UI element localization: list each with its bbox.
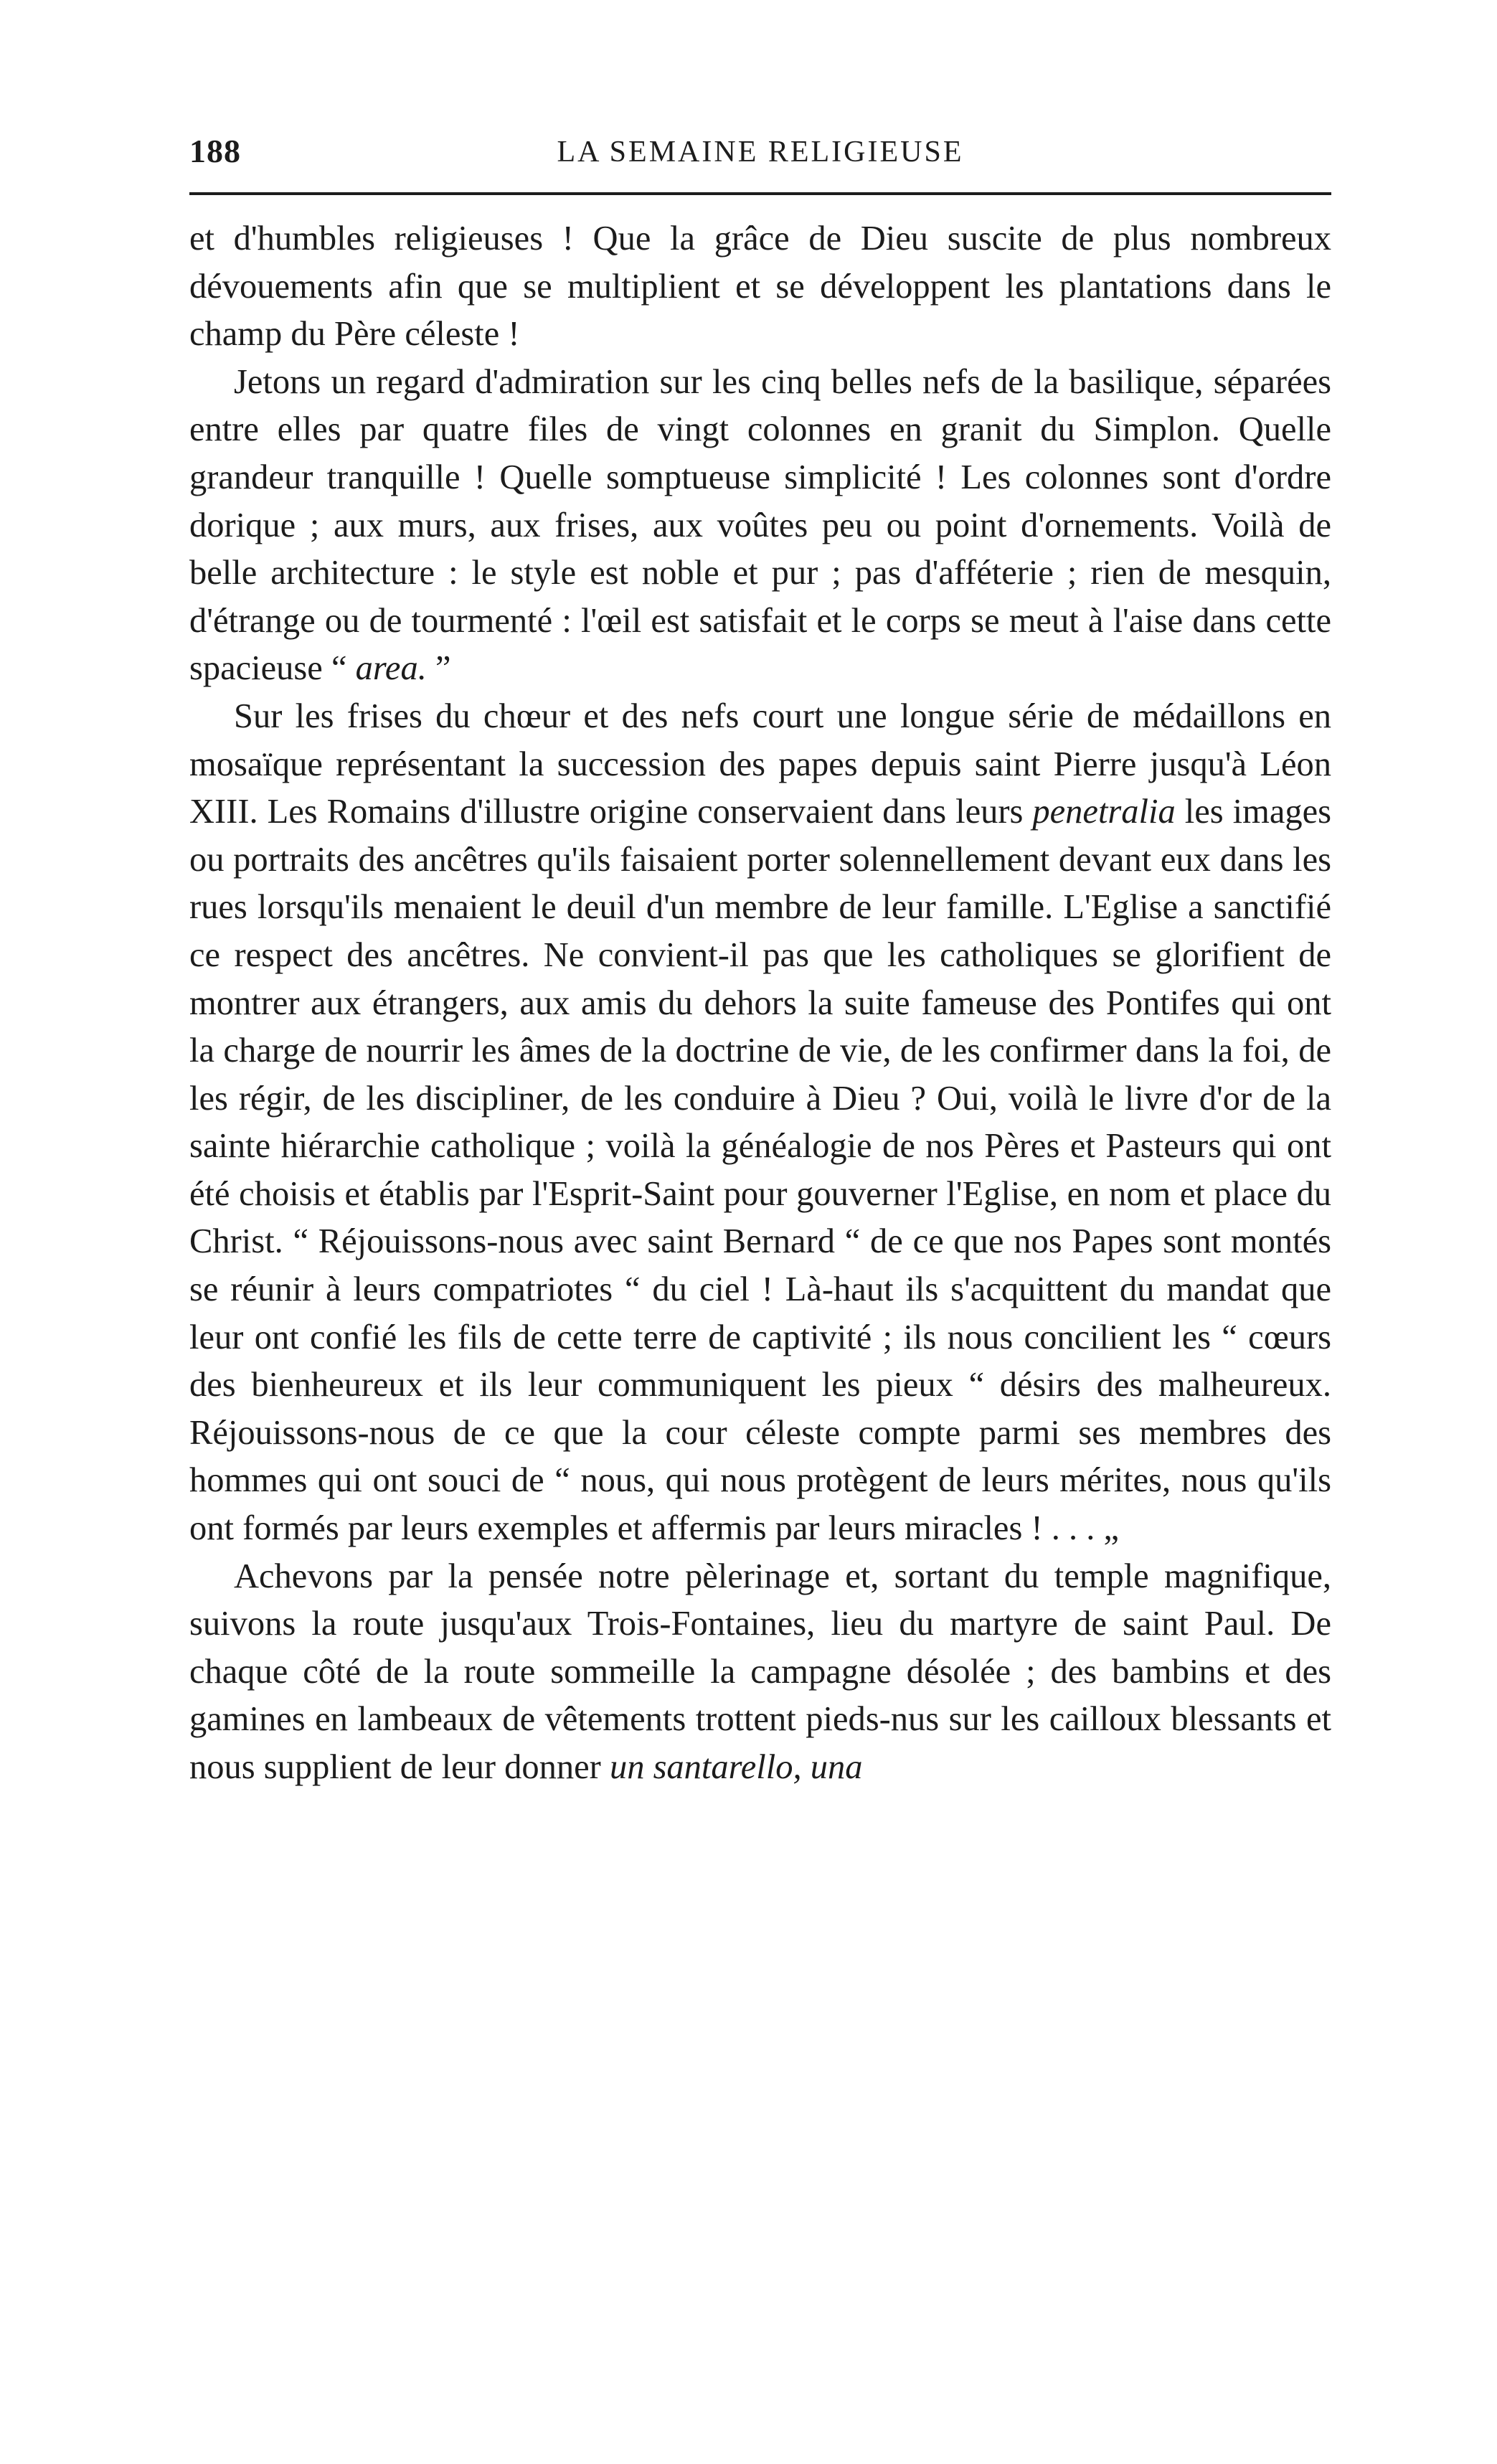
paragraph-2-text: Jetons un regard d'admiration sur les cinq belles nefs de la basilique, séparées entre elles par quatre files de vingt colonnes en granit du Simplon. Quelle grandeur tranquille ! Quelle somptueuse simplicité ! Les colonnes sont d'ordre dorique ; aux murs, aux frises, aux voûtes peu ou point d'ornements. Voilà de belle architecture : le style est noble et pur ; pas d'afféterie ; rien de mesquin, d'étrange ou de tourmenté : l'œil est satisfait et le corps se meut à l'aise dans cette spacieuse “ <box>189 362 1331 688</box>
paragraph-4-italic: un santarello, una <box>609 1748 863 1786</box>
running-title: LA SEMAINE RELIGIEUSE <box>557 136 964 169</box>
page-number: 188 <box>189 133 241 169</box>
paragraph-3-text: Sur les frises du chœur et des nefs court une longue série de médaillons en mosaïque représentant la succession des papes depuis saint Pierre jusqu'à Léon XIII. Les Romains d'illustre origine conservaient dans leurs <box>189 697 1331 831</box>
paragraph-2-end: ” <box>426 649 451 688</box>
paragraph-4-text: Achevons par la pensée notre pèlerinage et, sortant du temple magnifique, suivons la route jusqu'aux Trois-Fontaines, lieu du martyre de saint Paul. De chaque côté de la route sommeille la campagne désolée ; des bambins et des gamines en lambeaux de vêtements trottent pieds-nus sur les cailloux blessants et nous supplient de leur donner <box>189 1557 1331 1786</box>
paragraph-3 <box>189 693 1331 1553</box>
paragraph-1 <box>189 215 1331 359</box>
paragraph-3-italic: penetralia <box>1032 793 1176 831</box>
paragraph-1-text: et d'humbles religieuses ! Que la grâce de Dieu suscite de plus nombreux dévouements afin que se multiplient et se développent les plantations dans le champ du Père céleste ! <box>189 220 1331 354</box>
running-header <box>189 129 1331 179</box>
article-body <box>189 215 1331 1792</box>
paragraph-4 <box>189 1553 1331 1792</box>
header-rule <box>189 192 1331 195</box>
paragraph-3-end: les images ou portraits des ancêtres qu'ils faisaient porter solennellement devant eux dans les rues lorsqu'ils menaient le deuil d'un membre de leur famille. L'Eglise a sanctifié ce respect des ancêtres. Ne convient-il pas que les catholiques se glorifient de montrer aux étrangers, aux amis du dehors la suite fameuse des Pontifes qui ont la charge de nourrir les âmes de la doctrine de vie, de les confirmer dans la foi, de les régir, de les discipliner, de les conduire à Dieu ? Oui, voilà le livre d'or de la sainte hiérarchie catholique ; voilà la généalogie de nos Pères et Pasteurs qui ont été choisis et établis par l'Esprit-Saint pour gouverner l'Eglise, en nom et place du Christ. “ Réjouissons-nous avec saint Bernard “ de ce que nos Papes sont montés se réunir à leurs compatriotes “ du ciel ! Là-haut ils s'acquittent du mandat que leur ont confié les fils de cette terre de captivité ; ils nous concilient les “ cœurs des bienheureux et ils leur communiquent les pieux “ désirs des malheureux. Réjouissons-nous de ce que la cour céleste compte parmi ses membres des hommes qui ont souci de “ nous, qui nous protègent de leurs mérites, nous qu'ils ont formés par leurs exemples et affermis par leurs miracles ! . . . „ <box>189 793 1331 1548</box>
paragraph-2 <box>189 359 1331 693</box>
paragraph-2-italic: area. <box>355 649 427 688</box>
